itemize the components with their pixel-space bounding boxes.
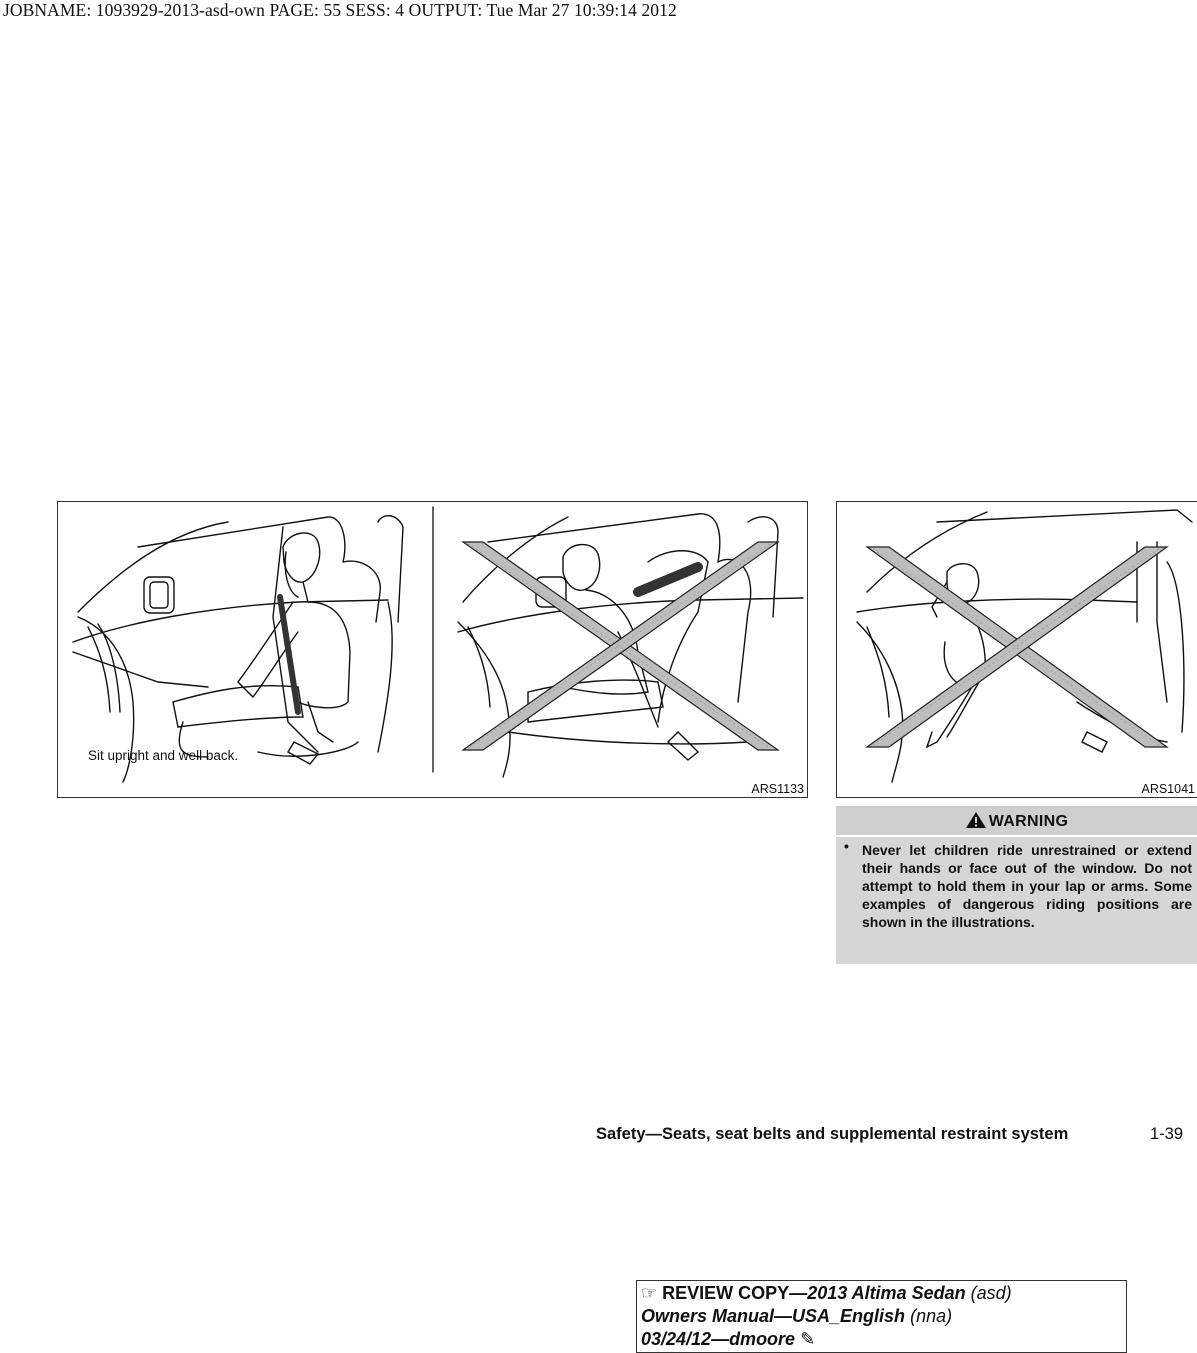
warning-body: [836, 837, 1197, 964]
job-header-line: JOBNAME: 1093929-2013-asd-own PAGE: 55 SESS: 4 OUTPUT: Tue Mar 27 10:39:14 2012: [3, 0, 677, 20]
section-title: Safety—Seats, seat belts and supplemental restraint system: [596, 1125, 1069, 1143]
figure-caption: Sit upright and well back.: [88, 748, 239, 763]
review-copy-box: [636, 1280, 1127, 1353]
page-number: 1-39: [1150, 1125, 1184, 1143]
review-model: 2013 Altima Sedan: [807, 1283, 966, 1303]
warning-title-row: [836, 811, 1197, 831]
figure-code: ARS1133: [751, 782, 804, 796]
review-label: REVIEW COPY: [662, 1283, 790, 1303]
review-dash: —: [789, 1283, 808, 1303]
warning-header: [836, 806, 1197, 835]
pencil-icon: ✎: [800, 1329, 816, 1349]
figure-code: ARS1041: [1141, 782, 1195, 796]
warning-text: Never let children ride unrestrained or extend their hands or face out of the window. Do not attempt to hold them in your lap or arms. Some examples of dangerous riding positions are shown in the illustrations.: [862, 842, 1192, 930]
figure-child-unrestrained: [836, 501, 1197, 798]
review-model-code: (asd): [970, 1283, 1012, 1303]
review-line-1: [641, 1282, 1012, 1305]
child-illustration: [837, 502, 1197, 797]
review-line-2: [641, 1305, 952, 1328]
review-date-author: 03/24/12—dmoore: [641, 1329, 796, 1349]
pointing-hand-icon: ☞: [641, 1283, 658, 1303]
warning-title: WARNING: [988, 813, 1069, 830]
warning-triangle-icon: [965, 811, 987, 829]
review-manual-code: (nna): [910, 1306, 953, 1326]
review-line-3: [641, 1328, 815, 1351]
review-manual: Owners Manual—USA_English: [641, 1306, 906, 1326]
bullet-marker: •: [844, 838, 849, 854]
figure-seating-positions: [57, 501, 808, 798]
